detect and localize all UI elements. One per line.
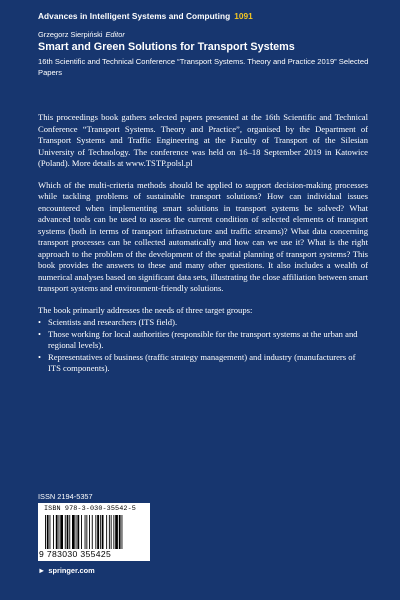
barcode-digits: 9 783030 355425: [39, 549, 112, 559]
barcode-bar: [109, 515, 110, 549]
barcode-bar: [53, 515, 54, 549]
issn: ISSN 2194-5357: [38, 492, 93, 501]
series-title: Advances in Intelligent Systems and Computing: [38, 11, 231, 21]
blurb-paragraph-2: Which of the multi-criteria methods should be applied to support decision-making processes while tackling problems of sustainable transport solutions? How can individual issues encountered when implementing smart solutions in transport systems be solved? What advanced tools can be used to assess the current condition of selected elements of transport systems (both in terms of transport infrastructure and traffic streams)? What data concerning transport processes can be collected automatically and how can we use it? What is the right approach to the problem of the development of the spatial planning of transport systems? This book provides the answers to these and many other questions. It also includes a wealth of numerical analyses based on significant data sets, illustrating the close affiliation between smart transport systems and environment-friendly solutions.: [38, 179, 368, 293]
editor-role: Editor: [105, 30, 125, 39]
barcode-bar: [47, 515, 49, 549]
barcode-bar: [119, 515, 121, 549]
barcode-bar: [56, 515, 58, 549]
blurb-paragraph-3: The book primarily addresses the needs of three target groups:: [38, 304, 253, 315]
barcode-bar: [59, 515, 60, 549]
barcode-bar: [115, 515, 118, 549]
barcode-bar: [111, 515, 112, 549]
barcode-bar: [95, 515, 96, 549]
barcode-bar: [50, 515, 51, 549]
isbn-text: ISBN 978-3-030-35542-5: [44, 505, 136, 513]
barcode-bar: [72, 515, 75, 549]
publisher-url: springer.com: [48, 566, 95, 575]
barcode-bar: [85, 515, 86, 549]
barcode-bar: [67, 515, 69, 549]
barcode-bar: [81, 515, 82, 549]
barcode-bar: [60, 515, 63, 549]
series-line: [38, 11, 370, 21]
barcode-bar: [122, 515, 123, 549]
barcode-bar: [69, 515, 70, 549]
barcode-bar: [113, 515, 114, 549]
barcode-bar: [100, 515, 101, 549]
arrow-icon: ►: [38, 566, 46, 575]
barcode-bar: [97, 515, 99, 549]
book-subtitle: 16th Scientific and Technical Conference “Transport Systems. Theory and Practice 2019” Selected Papers: [38, 57, 369, 77]
barcode-bar: [76, 515, 77, 549]
target-groups-list: [38, 317, 368, 375]
book-title: Smart and Green Solutions for Transport Systems: [38, 41, 295, 53]
barcode-bar: [106, 515, 107, 549]
barcode-bar: [65, 515, 66, 549]
cover-header: [38, 11, 370, 78]
barcode-bar: [77, 515, 79, 549]
isbn-barcode: [38, 503, 150, 561]
blurb: [38, 112, 368, 375]
list-item: • Scientists and researchers (ITS field).: [38, 317, 368, 329]
barcode-bar: [92, 515, 93, 549]
barcode-bar: [102, 515, 104, 549]
barcode-bar: [89, 515, 90, 549]
list-item: • Representatives of business (traffic strategy management) and industry (manufacturers of ITS components).: [38, 352, 368, 375]
editor-line: [38, 30, 370, 39]
list-item: • Those working for local authorities (responsible for the transport systems at the urban and regional levels).: [38, 329, 368, 352]
barcode-icon: [45, 515, 143, 549]
series-number: 1091: [234, 11, 253, 21]
barcode-bar: [86, 515, 87, 549]
barcode-bar: [45, 515, 46, 549]
publisher-link[interactable]: [38, 566, 95, 575]
blurb-paragraph-1: This proceedings book gathers selected papers presented at the 16th Scientific and Technical Conference “Transport Systems. Theory and Practice”, organised by the Department of Transport Systems and Traffic Engineering at the Faculty of Transport of the Silesian University of Technology. The conference was held on 16–18 September 2019 in Katowice (Poland). More details at www.TSTP.polsl.pl: [38, 112, 368, 168]
editor-name: Grzegorz Sierpiński: [38, 30, 103, 39]
